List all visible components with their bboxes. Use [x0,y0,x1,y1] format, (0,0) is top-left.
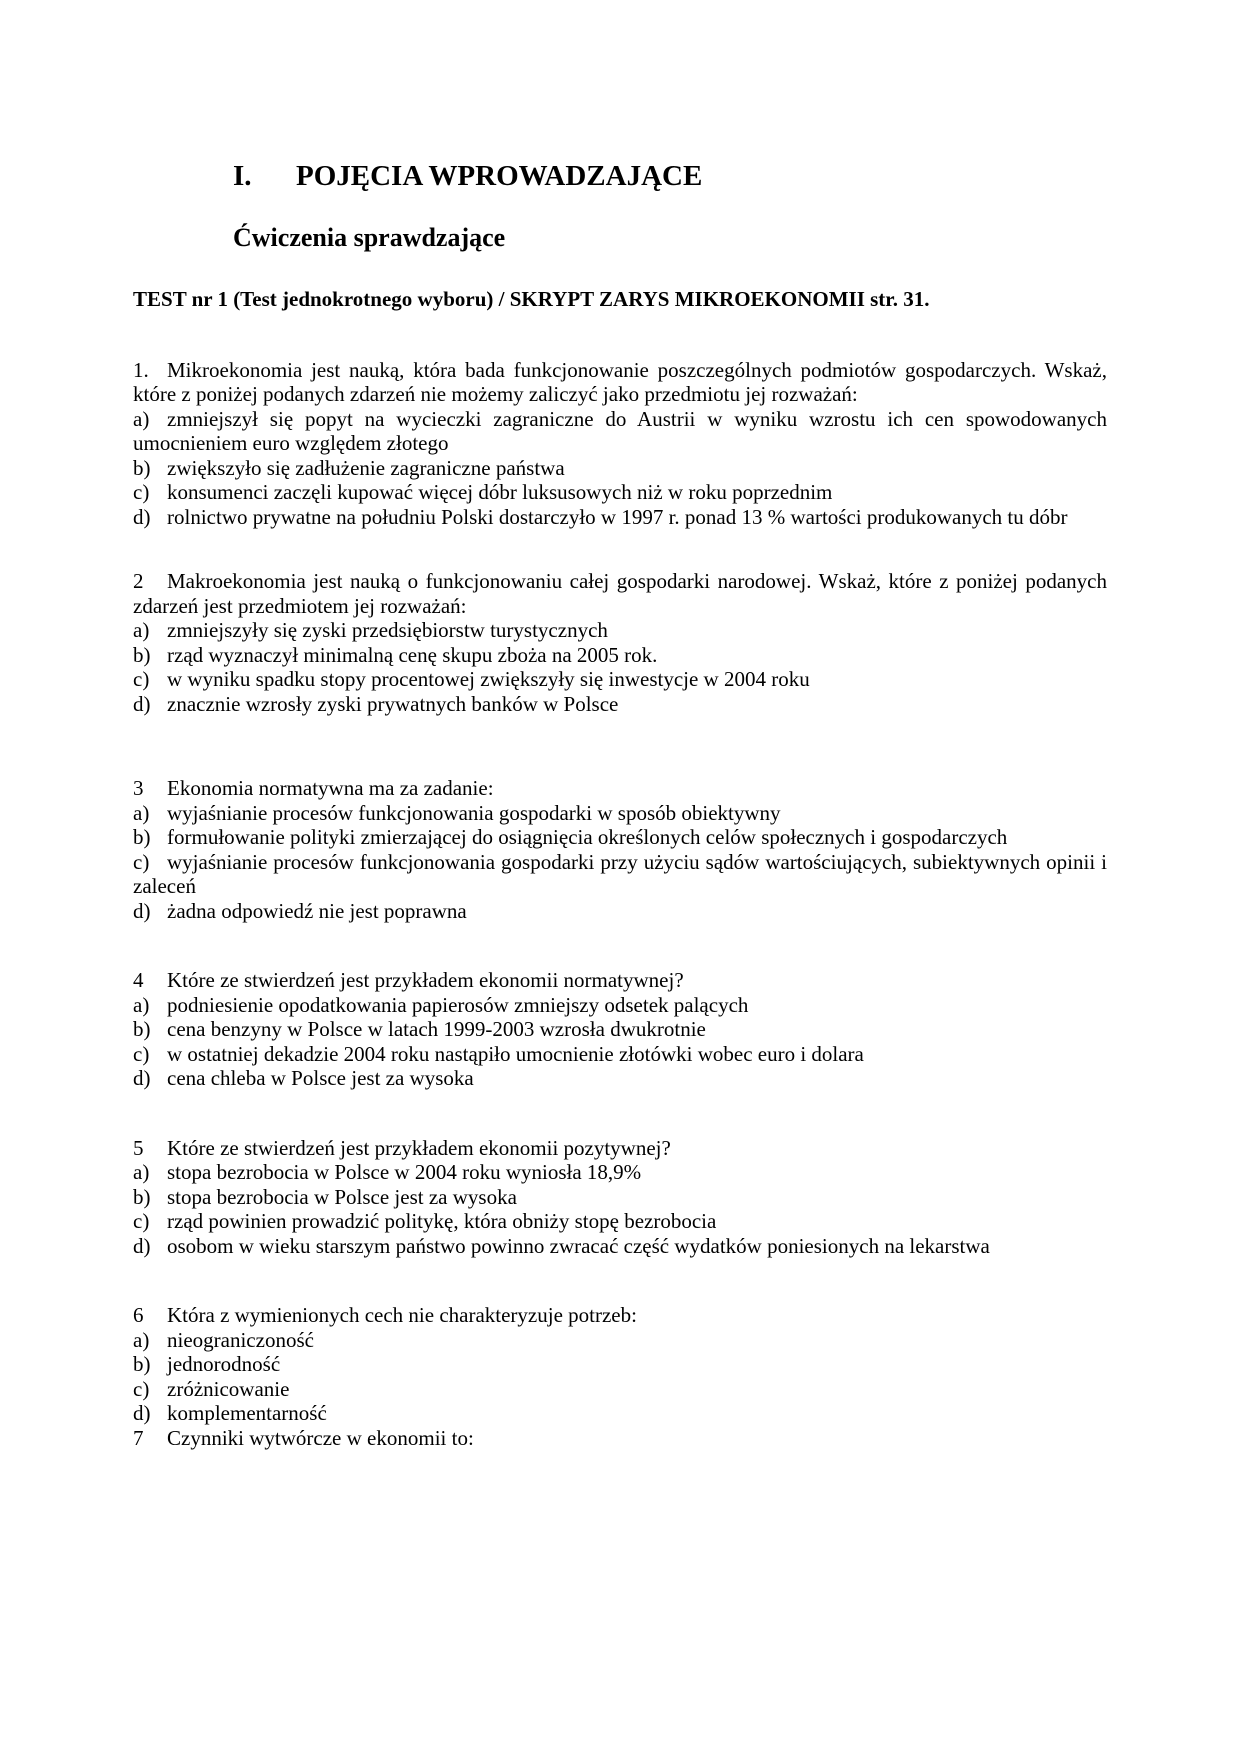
option-label: d) [133,504,151,529]
questions [133,358,1107,1451]
option-text: rząd powinien prowadzić politykę, która obniży stopę bezrobocia [167,1209,717,1234]
option-label: d) [133,691,151,716]
option-text: rząd wyznaczył minimalną cenę skupu zboża na 2005 rok. [167,642,658,667]
option-label: c) [133,1376,150,1401]
option-label: b) [133,825,151,850]
option-label: c) [133,667,150,692]
option-text: wyjaśnianie procesów funkcjonowania gospodarki w sposób obiektywny [167,800,781,825]
option-label: b) [133,1184,151,1209]
option-label: a) [133,992,150,1017]
option-text: jednorodność [167,1352,281,1377]
option-text: żadna odpowiedź nie jest poprawna [167,898,467,923]
option-text: wyjaśnianie procesów funkcjonowania gospodarki przy użyciu sądów wartościujących, subiektywnych opinii i zaleceń [133,849,1107,899]
option-label: c) [133,1209,150,1234]
question [133,968,1107,1091]
section-heading-number: I. [233,160,252,192]
option-label: d) [133,1401,151,1426]
option-label: c) [133,849,150,874]
question-number: 2 [133,569,144,594]
option-label: d) [133,898,151,923]
question-text [133,358,1107,407]
question [133,1136,1107,1259]
option-label: d) [133,1066,151,1091]
option-text: w wyniku spadku stopy procentowej zwiększyły się inwestycje w 2004 roku [167,667,810,692]
answer-option [133,456,1107,481]
option-text: rolnictwo prywatne na południu Polski dostarczyło w 1997 r. ponad 13 % wartości produkowanych tu dóbr [167,504,1068,529]
option-label: b) [133,1352,151,1377]
option-text: cena benzyny w Polsce w latach 1999-2003 wzrosła dwukrotnie [167,1017,706,1042]
answer-option [133,692,1107,717]
answer-option [133,1160,1107,1185]
option-label: a) [133,1327,150,1352]
question-text [133,1303,1107,1328]
option-label: b) [133,642,151,667]
answer-option [133,1401,1107,1426]
answer-option [133,667,1107,692]
answer-option [133,1017,1107,1042]
test-header: TEST nr 1 (Test jednokrotnego wyboru) / SKRYPT ZARYS MIKROEKONOMII str. 31. [133,287,930,312]
question-number: 4 [133,968,144,993]
option-text: komplementarność [167,1401,327,1426]
question-text [133,968,1107,993]
answer-option [133,1352,1107,1377]
question [133,1426,1107,1451]
answer-option [133,1066,1107,1091]
option-label: a) [133,800,150,825]
answer-option [133,801,1107,826]
answer-option [133,643,1107,668]
option-text: stopa bezrobocia w Polsce w 2004 roku wyniosła 18,9% [167,1160,642,1185]
option-text: stopa bezrobocia w Polsce jest za wysoka [167,1184,517,1209]
question-text [133,569,1107,618]
question-body: Czynniki wytwórcze w ekonomii to: [167,1425,474,1450]
question-text [133,776,1107,801]
answer-option [133,850,1107,899]
question-body: Które ze stwierdzeń jest przykładem ekonomii normatywnej? [167,968,684,993]
option-text: cena chleba w Polsce jest za wysoka [167,1066,474,1091]
section-subheading: Ćwiczenia sprawdzające [233,223,506,253]
option-text: zmniejszył się popyt na wycieczki zagraniczne do Austrii w wyniku wzrostu ich cen spowodowanych umocnieniem euro względem złotego [133,406,1107,456]
option-text: konsumenci zaczęli kupować więcej dóbr luksusowych niż w roku poprzednim [167,480,833,505]
question-number: 6 [133,1303,144,1328]
option-text: osobom w wieku starszym państwo powinno zwracać część wydatków poniesionych na lekarstwa [167,1233,990,1258]
option-text: zmniejszyły się zyski przedsiębiorstw turystycznych [167,618,608,643]
answer-option [133,1328,1107,1353]
option-label: b) [133,1017,151,1042]
option-label: a) [133,618,150,643]
answer-option [133,1377,1107,1402]
option-label: a) [133,1160,150,1185]
answer-option [133,618,1107,643]
question-text [133,1426,1107,1451]
answer-option [133,1234,1107,1259]
question-number: 3 [133,776,144,801]
option-label: c) [133,1041,150,1066]
question [133,358,1107,530]
option-label: a) [133,406,150,431]
option-label: b) [133,455,151,480]
answer-option [133,505,1107,530]
answer-option [133,1209,1107,1234]
option-text: zróżnicowanie [167,1376,290,1401]
answer-option [133,1185,1107,1210]
option-text: w ostatniej dekadzie 2004 roku nastąpiło umocnienie złotówki wobec euro i dolara [167,1041,864,1066]
question [133,569,1107,716]
option-text: nieograniczoność [167,1327,314,1352]
question-body: Makroekonomia jest nauką o funkcjonowaniu całej gospodarki narodowej. Wskaż, które z poniżej podanych zdarzeń jest przedmiotem jej rozważań: [133,569,1107,618]
question-number: 1. [133,357,149,382]
question-number: 7 [133,1425,144,1450]
question-body: Które ze stwierdzeń jest przykładem ekonomii pozytywnej? [167,1135,671,1160]
option-label: c) [133,480,150,505]
option-text: zwiększyło się zadłużenie zagraniczne państwa [167,455,565,480]
answer-option [133,1042,1107,1067]
option-text: znacznie wzrosły zyski prywatnych banków w Polsce [167,691,619,716]
question [133,1303,1107,1426]
question-number: 5 [133,1135,144,1160]
answer-option [133,825,1107,850]
question-text [133,1136,1107,1161]
answer-option [133,480,1107,505]
question [133,776,1107,923]
question-body: Która z wymienionych cech nie charakteryzuje potrzeb: [167,1303,637,1328]
answer-option [133,407,1107,456]
option-text: podniesienie opodatkowania papierosów zmniejszy odsetek palących [167,992,749,1017]
answer-option [133,993,1107,1018]
answer-option [133,899,1107,924]
section-heading-text: POJĘCIA WPROWADZAJĄCE [296,160,703,192]
option-label: d) [133,1233,151,1258]
option-text: formułowanie polityki zmierzającej do osiągnięcia określonych celów społecznych i gospodarczych [167,825,1008,850]
section-heading [133,160,1107,193]
question-body: Mikroekonomia jest nauką, która bada funkcjonowanie poszczególnych podmiotów gospodarczych. Wskaż, które z poniżej podanych zdarzeń nie możemy zaliczyć jako przedmiotu jej rozważań: [133,357,1107,407]
question-body: Ekonomia normatywna ma za zadanie: [167,776,494,801]
